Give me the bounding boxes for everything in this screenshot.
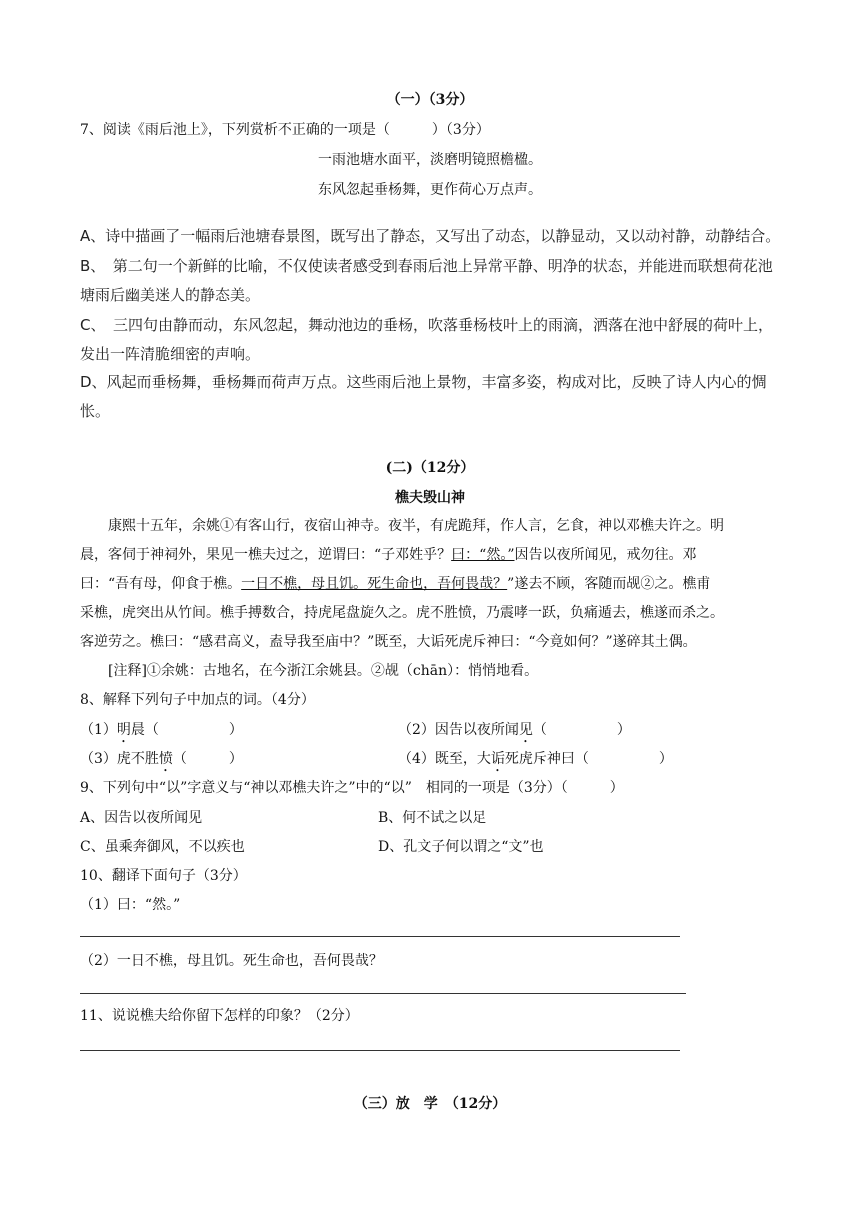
- section3-heading: （三）放 学 （12分）: [353, 1096, 507, 1112]
- passage-title: 樵夫毁山神: [395, 490, 465, 506]
- question-10-item-2: （2）一日不樵，母且饥。死生命也，吾何畏哉？: [80, 953, 383, 969]
- passage-note: [注释]①余姚：古地名，在今浙江余姚县。②觇（chān）：悄悄地看。: [108, 663, 539, 679]
- answer-line-11[interactable]: [80, 1050, 680, 1051]
- option-d-line2: 怅。: [80, 402, 111, 420]
- passage-line-5: 客逆劳之。樵曰：“感君高义，盍导我至庙中？”既至，大诟死虎斥神曰：“今竟如何？”遂碎其土偶。: [80, 634, 697, 650]
- question-9-option-d: D、孔文子何以谓之“文”也: [378, 839, 544, 855]
- q8-2-suffix: （ ）: [532, 722, 631, 738]
- q8-4-prefix: （4）既至，大: [398, 751, 491, 767]
- passage-line-2-c: 因告以夜所闻见，戒勿往。邓: [514, 547, 697, 563]
- q8-2-prefix: （2）因告以夜所闻: [398, 722, 519, 738]
- passage-line-4: 采樵，虎突出从竹间。樵手搏数合，持虎尾盘旋久之。虎不胜愤，乃震哮一跃，负痛遁去，樵遂而杀之。: [80, 605, 724, 621]
- q8-4-suffix: 死虎斥神曰（ ）: [504, 751, 673, 767]
- option-b-line2: 塘雨后幽美迷人的静态美。: [80, 286, 261, 304]
- q8-3-suffix: （ ）: [172, 751, 243, 767]
- q8-3-prefix: （3）虎不胜: [80, 751, 159, 767]
- question-8-item-4: [398, 749, 673, 775]
- question-10: 10、翻译下面句子（3分）: [80, 868, 247, 884]
- q8-1-prefix: （1）: [80, 722, 117, 738]
- passage-quote-underlined: 曰：“然。”: [451, 547, 515, 563]
- option-b-line1: B、 第二句一个新鲜的比喻，不仅使读者感受到春雨后池上异常平静、明净的状态，并能进而联想荷花池: [80, 257, 773, 275]
- question-9-option-c: C、虽乘奔御风，不以疾也: [80, 839, 245, 855]
- question-8-item-2: [398, 720, 631, 746]
- question-8: 8、解释下列句子中加点的词。（4分）: [80, 692, 315, 708]
- passage-line-1: 康熙十五年，余姚①有客山行，夜宿山神寺。夜半，有虎跪拜，作人言，乞食，神以邓樵夫许之。明: [108, 518, 724, 534]
- poem-line-1: 一雨池塘水面平，淡磨明镜照檐楹。: [318, 152, 542, 168]
- q8-3-dotted-word: 愤: [158, 751, 173, 767]
- option-a: A、诗中描画了一幅雨后池塘春景图，既写出了静态，又写出了动态，以静显动，又以动衬静，动静结合。: [80, 227, 781, 245]
- passage-line-2-a: 晨，客伺于神祠外，果见一樵夫过之，逆谓曰：“子邓姓乎？: [80, 547, 452, 563]
- answer-line-10-2[interactable]: [80, 993, 686, 994]
- question-9-option-b: B、何不试之以足: [378, 810, 487, 826]
- passage-sentence-underlined: 一日不樵，母且饥。死生命也，吾何畏哉？: [241, 576, 508, 592]
- option-d-line1: D、风起而垂杨舞，垂杨舞而荷声万点。这些雨后池上景物，丰富多姿，构成对比，反映了诗人内心的惆: [80, 373, 767, 391]
- q8-2-dotted-word: 见: [518, 722, 533, 738]
- section2-heading: (二)（12分）: [385, 460, 475, 476]
- question-11: 11、说说樵夫给你留下怎样的印象？（2分）: [80, 1008, 359, 1024]
- option-c-line1: C、 三四句由静而动，东风忽起，舞动池边的垂杨，吹落垂杨枝叶上的雨滴，洒落在池中舒展的荷叶上，: [80, 316, 773, 334]
- q8-1-dotted-word: 明: [116, 722, 131, 738]
- passage-line-2: [80, 545, 696, 565]
- poem-line-2: 东风忽起垂杨舞，更作荷心万点声。: [318, 182, 542, 198]
- question-7: 7、阅读《雨后池上》，下列赏析不正确的一项是（ ）（3分）: [80, 122, 490, 138]
- question-10-item-1: （1）曰：“然。”: [80, 897, 181, 913]
- section1-heading: （一）（3分）: [386, 92, 474, 108]
- question-8-item-3: [80, 749, 243, 775]
- question-9-option-a: A、因告以夜所闻见: [80, 810, 203, 826]
- q8-4-dotted-word: 诟: [490, 751, 505, 767]
- answer-line-10-1[interactable]: [80, 936, 680, 937]
- passage-line-3-c: ”遂去不顾，客随而觇②之。樵甫: [507, 576, 711, 592]
- passage-line-3: [80, 574, 710, 594]
- q8-1-suffix: 晨（ ）: [130, 722, 243, 738]
- passage-line-3-a: 曰：“吾有母，仰食于樵。: [80, 576, 242, 592]
- option-c-line2: 发出一阵清脆细密的声响。: [80, 345, 261, 363]
- question-9: 9、下列句中“以”字意义与“神以邓樵夫许之”中的“以” 相同的一项是（3分）（ ）: [80, 780, 624, 796]
- question-8-item-1: [80, 720, 243, 746]
